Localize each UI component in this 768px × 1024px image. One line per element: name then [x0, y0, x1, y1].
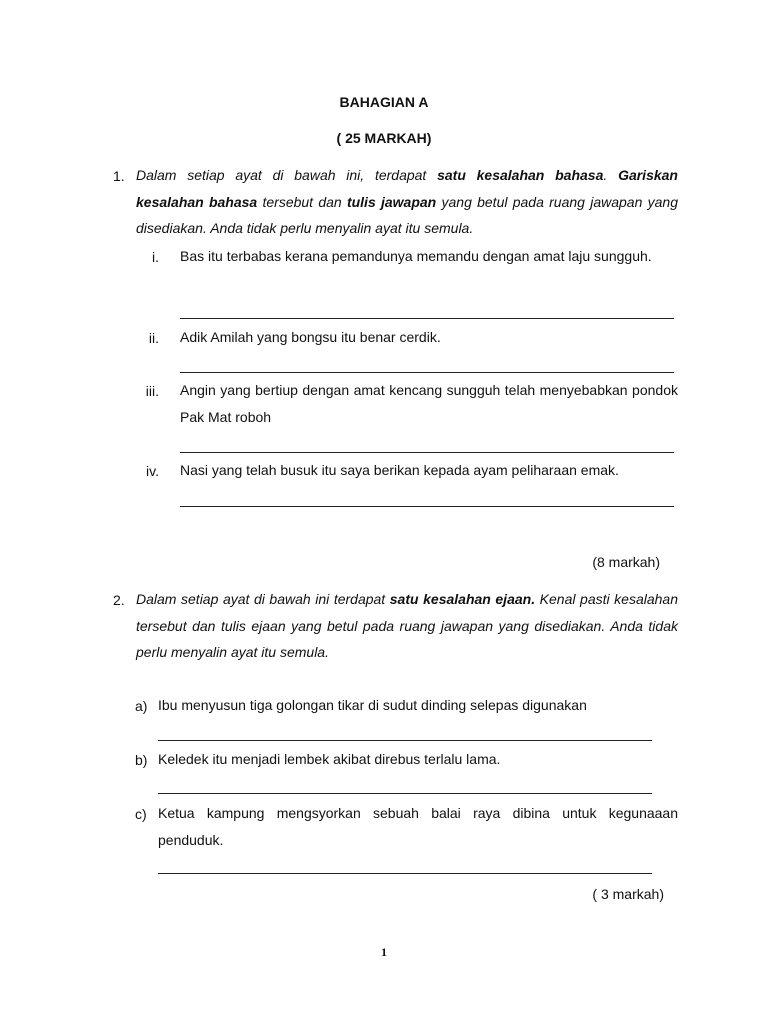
question-2-item-text: Ketua kampung mengsyorkan sebuah balai raya dibina untuk kegunaaan penduduk. [158, 805, 678, 848]
question-2-marks: ( 3 markah) [592, 886, 664, 902]
question-1-item-number: iii. [145, 383, 159, 399]
answer-line[interactable] [180, 318, 674, 319]
answer-line[interactable] [180, 452, 674, 453]
question-2-item-label: a) [135, 698, 148, 714]
question-1-item-text: Bas itu terbabas kerana pemandunya memandu dengan amat laju sungguh. [180, 248, 652, 264]
question-2-item-label: b) [135, 752, 148, 768]
question-1-item-text: Angin yang bertiup dengan amat kencang sungguh telah menyebabkan pondok Pak Mat roboh [180, 382, 678, 425]
question-1-item-number: iv. [146, 463, 159, 479]
question-1-item-number: ii. [148, 330, 159, 346]
section-title: BAHAGIAN A [339, 94, 429, 110]
question-1-instruction: Dalam setiap ayat di bawah ini, terdapat satu kesalahan bahasa. Gariskan kesalahan bahasa tersebut dan tulis jawapan yang betul pada ruang jawapan yang disediakan. Anda tidak perlu menyalin ayat itu semula. [136, 167, 678, 236]
answer-line[interactable] [180, 372, 674, 373]
answer-line[interactable] [158, 793, 652, 794]
question-2-item-text: Ibu menyusun tiga golongan tikar di sudut dinding selepas digunakan [158, 697, 587, 713]
answer-line[interactable] [158, 740, 652, 741]
answer-line[interactable] [180, 506, 674, 507]
section-marks-title: ( 25 MARKAH) [336, 130, 432, 146]
question-1-item-text: Nasi yang telah busuk itu saya berikan kepada ayam peliharaan emak. [180, 462, 619, 478]
page-number: 1 [381, 945, 387, 959]
question-2-instruction: Dalam setiap ayat di bawah ini terdapat satu kesalahan ejaan. Kenal pasti kesalahan tersebut dan tulis ejaan yang betul pada ruang jawapan yang disediakan. Anda tidak perlu menyalin ayat itu semula. [136, 591, 678, 660]
question-2-item-label: c) [135, 806, 147, 822]
question-2-item-text: Keledek itu menjadi lembek akibat direbus terlalu lama. [158, 751, 501, 767]
answer-line[interactable] [158, 873, 652, 874]
question-1-item-number: i. [152, 249, 159, 265]
question-1-item-text: Adik Amilah yang bongsu itu benar cerdik. [180, 329, 441, 345]
question-1-number: 1. [113, 168, 125, 184]
question-2-number: 2. [113, 592, 125, 608]
question-1-marks: (8 markah) [592, 554, 660, 570]
